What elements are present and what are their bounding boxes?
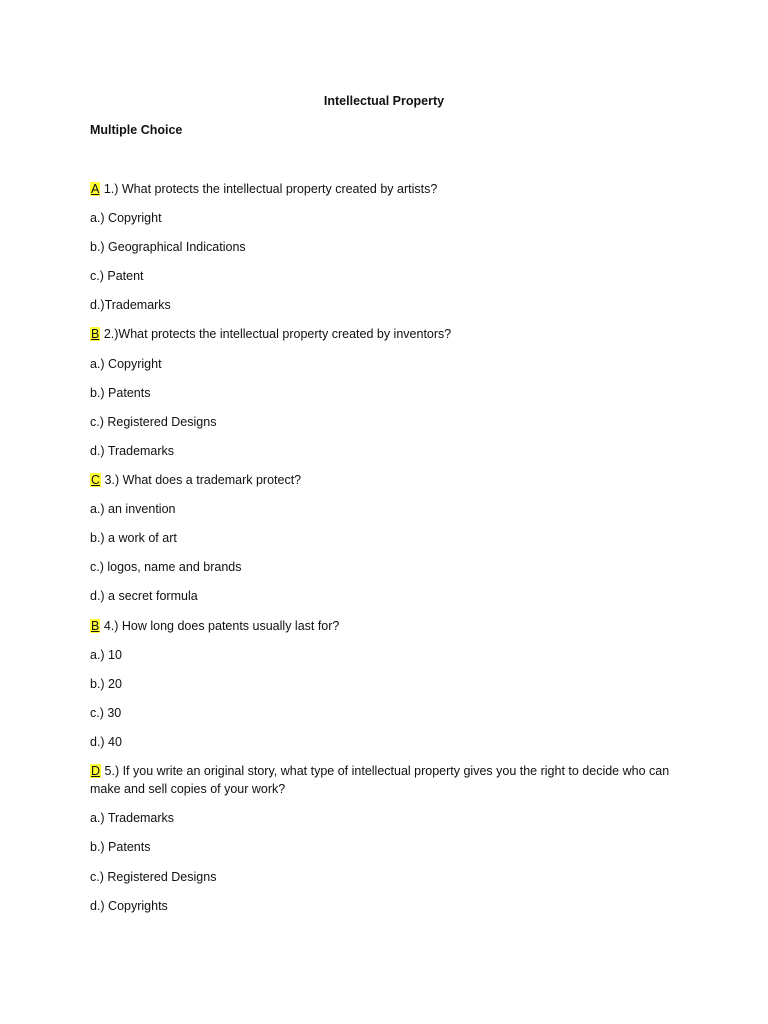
question-5-text: 5.) If you write an original story, what type of intellectual property gives you the right to decide who can make and sell copies of your work? [90, 764, 670, 796]
q1-option-d: d.)Trademarks [90, 298, 171, 312]
question-4 [90, 617, 690, 635]
answer-key-4: B [91, 619, 100, 633]
question-1 [90, 180, 690, 198]
q2-option-d: d.) Trademarks [90, 444, 175, 458]
document-title: Intellectual Property [323, 94, 445, 108]
question-1-text: 1.) What protects the intellectual property created by artists? [103, 182, 438, 196]
q2-option-b: b.) Patents [90, 386, 151, 400]
q4-option-d: d.) 40 [90, 735, 122, 749]
question-4-text: 4.) How long does patents usually last for? [103, 619, 340, 633]
question-5 [90, 762, 680, 798]
q5-option-d: d.) Copyrights [90, 899, 168, 913]
question-3-text: 3.) What does a trademark protect? [104, 473, 302, 487]
q5-option-c: c.) Registered Designs [90, 870, 217, 884]
q2-option-a: a.) Copyright [90, 357, 162, 371]
answer-key-5: D [91, 764, 101, 778]
question-2-text: 2.)What protects the intellectual property created by inventors? [103, 327, 452, 341]
q3-option-c: c.) logos, name and brands [90, 560, 242, 574]
q3-option-a: a.) an invention [90, 502, 176, 516]
q2-option-c: c.) Registered Designs [90, 415, 217, 429]
q3-option-d: d.) a secret formula [90, 589, 198, 603]
answer-key-2: B [91, 327, 100, 341]
q4-option-a: a.) 10 [90, 648, 122, 662]
question-3 [90, 471, 690, 489]
q4-option-c: c.) 30 [90, 706, 122, 720]
q5-option-b: b.) Patents [90, 840, 151, 854]
answer-key-1: A [91, 182, 100, 196]
q1-option-c: c.) Patent [90, 269, 144, 283]
answer-key-3: C [91, 473, 101, 487]
section-subtitle: Multiple Choice [90, 123, 183, 137]
q4-option-b: b.) 20 [90, 677, 122, 691]
q3-option-b: b.) a work of art [90, 531, 177, 545]
q1-option-b: b.) Geographical Indications [90, 240, 246, 254]
question-2 [90, 325, 690, 343]
q5-option-a: a.) Trademarks [90, 811, 175, 825]
q1-option-a: a.) Copyright [90, 211, 162, 225]
